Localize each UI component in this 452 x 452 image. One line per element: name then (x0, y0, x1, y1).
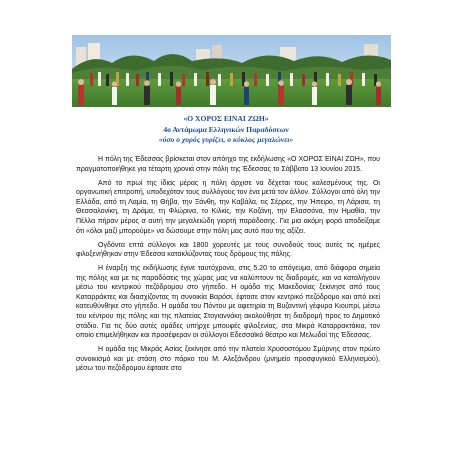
paragraph: Η έναρξη της εκδήλωσης έγινε ταυτόχρονα, στις 5.20 το απόγευμα, από διάφορα σημεία της πόλης και με τις παραδόσεις της χώρας μας να καλύπτουν τις διαδρομές, και να καταλήγουν μέσω του κεντρικού πεζόδρομου στο γήπεδο. Η ομάδα της Μακεδονίας ξεκίνησε από τους Καταρράκτες και διασχίζοντας τη συνοικία Βαρόσι, έφτασε στον κεντρικό πεζόδρομο και από εκεί κατευθύνθηκε στο γήπεδο. Η ομάδα του Πόντου με αφετηρία τη Βυζαντινή γέφυρα Κιουπρί, μέσω του κέντρου της πόλης και της πλατείας Στογιαννάκη ακολούθησε τη διαδρομή προς το Δημοτικό στάδιο. Για τις δύο αυτές ομάδες υπήρχε μπουφές φιλοξενίας, στα Μικρά Καταρρακτάκια, τον οποίο επιμελήθηκαν και προσέφεραν οι σύλλογοι Εδεσσαϊκό θέατρο και Μελωδοί της Έδεσσας. (76, 265, 380, 340)
event-motto: «όσο ο χορός γυρίζει, ο κύκλος μεγαλώνει» (158, 135, 294, 144)
event-title: «Ο ΧΟΡΟΣ ΕΙΝΑΙ ΖΩΗ» (183, 114, 269, 123)
paragraph: Από το πρωί της ίδιας μέρας η πόλη άρχισε να δέχεται τους καλεσμένους της. Οι οργανωτική επιτροπή, υποδεχόταν τους συλλόγους τον ένα μετά τον άλλον. Σύλλογοι από όλη την Ελλάδα, από τη Λαμία, τη Θήβα, την Ξάνθη, την Καβάλα, τις Σέρρες, την Ήπειρο, τη Λάρισα, τη Θεσσαλονίκη, τη Δράμα, τη Φλώρινα, το Κιλκίς, την Κοζάνη, την Ελασσόνα, την Ημαθία, την Πέλλα πήραν μέρος σ αυτή την μεγαλειώδη γιορτή παράδοσης. Για μια ακόμη φορά αποδείξαμε ότι «όλοι μαζί μπορούμε» να δώσουμε στην πόλη μας αυτό που της αξίζει. (76, 179, 380, 235)
paragraph: Η ομάδα της Μικράς Ασίας ξεκίνησε από την πλατεία Χρυσοστόμου Σμύρνης στον πρώτο συνοικισμό και με στάση στο πάρκο του Μ. Αλεξάνδρου (μνημείο προσφυγικού Ελληνισμού), μέσω του πεζόδρομου έφτασε στο (76, 346, 380, 373)
article-body (76, 155, 380, 378)
festival-photo-image (72, 35, 391, 107)
event-title-block (60, 114, 392, 146)
event-edition: 4ο Αντάμωμα Ελληνικών Παραδόσεων (163, 124, 289, 134)
paragraph: Η πόλη της Έδεσσας βρίσκεται στον απόηχο της εκδήλωσης «Ο ΧΟΡΟΣ ΕΙΝΑΙ ΖΩΗ», που πραγματοποιήθηκε για τέταρτη χρονιά στην πόλη της Έδεσσας το Σάββατο 13 Ιουνίου 2015. (76, 156, 380, 173)
festival-photo (72, 35, 391, 107)
paragraph: Ογδόντα επτά σύλλογοι και 1800 χορευτές με τους συνοδούς τους αυτές τις ημέρες φιλοξενήθηκαν στην Έδεσσα κατακλύζοντας τους δρόμους της πόλης. (76, 241, 380, 259)
